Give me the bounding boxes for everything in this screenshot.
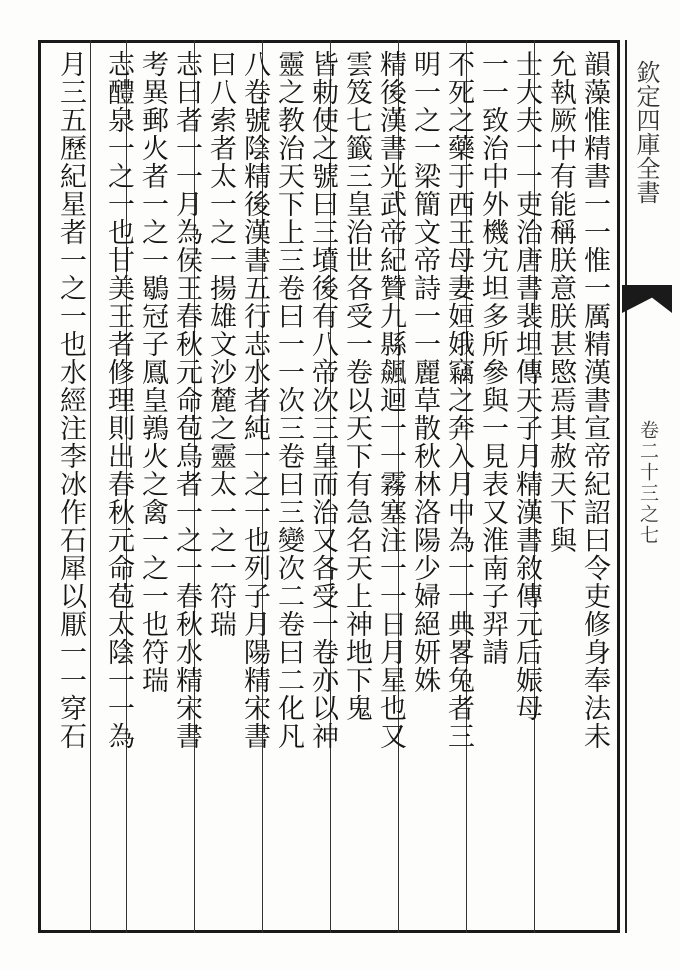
text-column-12: 曰八索者太一之一揚雄文沙麓之靈太一之一符瑞 (205, 50, 236, 638)
text-column-5: 不死之藥于西王母妻姮娥竊之奔入月中為一一典畧兔者三 (443, 50, 474, 750)
text-column-3: 士大夫一一吏治唐書裴坦傳天子月精漢書敘傳元后娠母 (511, 50, 542, 722)
text-column-10: 靈之教治天下上三卷曰一一次三卷曰三變次二卷曰二化凡 (273, 50, 304, 750)
text-column-13: 志曰者一一月為侯王春秋元命苞烏者一之一春秋水精宋書 (171, 50, 202, 750)
text-column-14: 考異郵火者一之一鶡冠子鳳皇鶉火之禽一之一也符瑞 (137, 50, 168, 694)
text-column-6: 明一之一梁簡文帝詩一一麗草散秋林洛陽少婦絕妍姝 (409, 50, 440, 694)
text-column-16: 月三五歷紀星者一之一也水經注李冰作石犀以厭一一穿石 (55, 50, 86, 750)
text-column-7: 精後漢書光武帝紀贊九縣飆迴一一霧塞注一一日月星也又 (375, 50, 406, 750)
text-column-8: 雲笈七籤三皇治世各受一卷以天下有急名天上神地下鬼 (341, 50, 372, 722)
text-column-2: 允執厥中有能稱朕意朕甚愍焉其赦天下與 (545, 50, 576, 554)
text-column-1: 韻藻惟精書一一惟一厲精漢書宣帝紀詔曰令吏修身奉法未 (579, 50, 610, 750)
text-column-11: 八卷號陰精後漢書五行志水者純一之一也列子月陽精宋書 (239, 50, 270, 750)
text-column-9: 皆勅使之號曰三墳後有八帝次三皇而治又各受一卷亦以神 (307, 50, 338, 750)
text-column-15: 志醴泉一之一也甘美王者修理則出春秋元命苞太陰一一為 (103, 50, 134, 750)
text-column-4: 一一致治中外機宄坦多所參與一見表又淮南子羿請 (477, 50, 508, 666)
margin-book-title: 欽定四庫全書 (632, 60, 660, 204)
fishtail-mark (622, 285, 672, 313)
margin-volume-label: 卷二十三之七 (637, 420, 659, 546)
